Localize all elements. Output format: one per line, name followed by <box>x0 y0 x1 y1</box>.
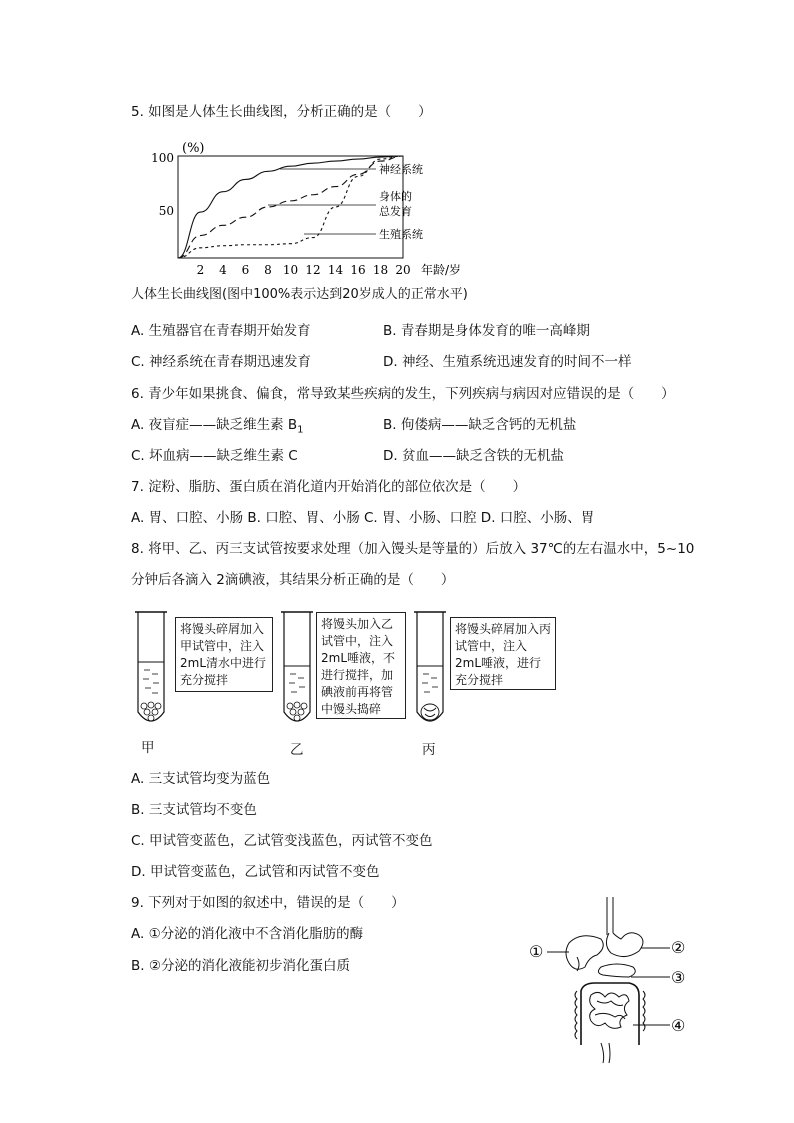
growth-curve-chart <box>140 138 490 286</box>
q5-option-d: D. 神经、生殖系统迅速发育的时间不一样 <box>383 354 632 370</box>
q8-option-b: B. 三支试管均不变色 <box>131 802 257 818</box>
small-intestine <box>590 992 629 1028</box>
x-tick-16: 16 <box>350 263 366 277</box>
digestive-system-diagram <box>525 895 695 1070</box>
box-yi: 将馒头加入乙试管中，注入2mL唾液，不进行搅拌，加碘液前再将管中馒头捣碎 <box>316 612 406 719</box>
q5-option-c: C. 神经系统在青春期迅速发育 <box>131 354 312 370</box>
label-4: ④ <box>671 1016 686 1035</box>
q6-stem: 6. 青少年如果挑食、偏食，常导致某些疾病的发生，下列疾病与病因对应错误的是（ ） <box>131 386 675 402</box>
x-tick-6: 6 <box>241 263 250 277</box>
q9-stem: 9. 下列对于如图的叙述中，错误的是（ ） <box>131 895 405 911</box>
box-jia: 将馒头碎屑加入甲试管中，注入2mL清水中进行充分搅拌 <box>175 617 273 692</box>
y-tick-100: 100 <box>151 151 174 165</box>
q9-option-a: A. ①分泌的消化液中不含消化脂肪的酶 <box>131 926 364 942</box>
q5-option-b: B. 青春期是身体发育的唯一高峰期 <box>383 323 590 339</box>
series-reproductive-system <box>178 156 403 258</box>
tube-yi <box>280 608 314 732</box>
x-tick-labels <box>197 263 411 277</box>
legend-body-2: 总发育 <box>379 205 412 218</box>
box-bing: 将馒头碎屑加入丙试管中，注入2mL唾液，进行充分搅拌 <box>450 617 556 690</box>
y-axis-label: (%) <box>182 141 205 156</box>
label-yi: 乙 <box>290 742 304 758</box>
q7-options: A. 胃、口腔、小肠 B. 口腔、胃、小肠 C. 胃、小肠、口腔 D. 口腔、小肠、胃 <box>131 510 595 526</box>
label-3: ③ <box>671 968 686 987</box>
q6-option-a: A. 夜盲症——缺乏维生素 $B_1$ <box>131 417 304 436</box>
q8-stem-line2: 分钟后各滴入 2滴碘液，其结果分析正确的是（ ） <box>131 572 455 588</box>
q7-stem: 7. 淀粉、脂肪、蛋白质在消化道内开始消化的部位依次是（ ） <box>131 479 527 495</box>
label-jia: 甲 <box>141 740 155 756</box>
q9-option-b: B. ②分泌的消化液能初步消化蛋白质 <box>131 958 350 974</box>
label-2: ② <box>671 938 686 957</box>
x-tick-8: 8 <box>264 263 272 277</box>
stomach <box>606 933 643 957</box>
tube-bing <box>413 608 447 732</box>
x-tick-14: 14 <box>327 263 344 277</box>
q6-option-b: B. 佝偻病——缺乏含钙的无机盐 <box>383 417 577 433</box>
q5-stem: 5. 如图是人体生长曲线图，分析正确的是（ ） <box>131 104 432 120</box>
q6-option-c: C. 坏血病——缺乏维生素 C <box>131 448 298 464</box>
x-tick-12: 12 <box>305 263 321 277</box>
x-tick-10: 10 <box>282 263 299 277</box>
q8-option-d: D. 甲试管变蓝色，乙试管和丙试管不变色 <box>131 864 380 880</box>
x-tick-4: 4 <box>219 263 227 277</box>
series-body-development <box>178 156 403 258</box>
chart-frame <box>178 156 403 258</box>
q5-option-a: A. 生殖器官在青春期开始发育 <box>131 323 311 339</box>
liver <box>566 936 603 969</box>
q8-option-c: C. 甲试管变蓝色，乙试管变浅蓝色，丙试管不变色 <box>131 833 433 849</box>
rectum <box>601 1043 610 1063</box>
x-tick-20: 20 <box>395 263 411 277</box>
tube-jia <box>134 608 168 732</box>
q8-stem-line1: 8. 将甲、乙、丙三支试管按要求处理（加入馒头是等量的）后放入 37℃的左右温水中，5~10 <box>131 541 695 557</box>
q8-option-a: A. 三支试管均变为蓝色 <box>131 771 271 787</box>
x-axis-label: 年龄/岁 <box>421 263 462 277</box>
q6-option-d: D. 贫血——缺乏含铁的无机盐 <box>383 448 564 464</box>
label-bing: 丙 <box>422 742 436 758</box>
series-nervous-system <box>178 156 403 258</box>
y-tick-50: 50 <box>158 204 174 218</box>
x-tick-18: 18 <box>372 263 389 277</box>
esophagus <box>607 897 613 935</box>
pancreas <box>598 964 635 977</box>
label-1: ① <box>529 942 544 961</box>
legend-repro: 生殖系统 <box>379 228 423 241</box>
chart-caption: 人体生长曲线图(图中100%表示达到20岁成人的正常水平) <box>131 287 468 302</box>
x-tick-2: 2 <box>196 263 205 277</box>
legend-nervous: 神经系统 <box>379 163 423 176</box>
legend-body-1: 身体的 <box>379 190 412 203</box>
